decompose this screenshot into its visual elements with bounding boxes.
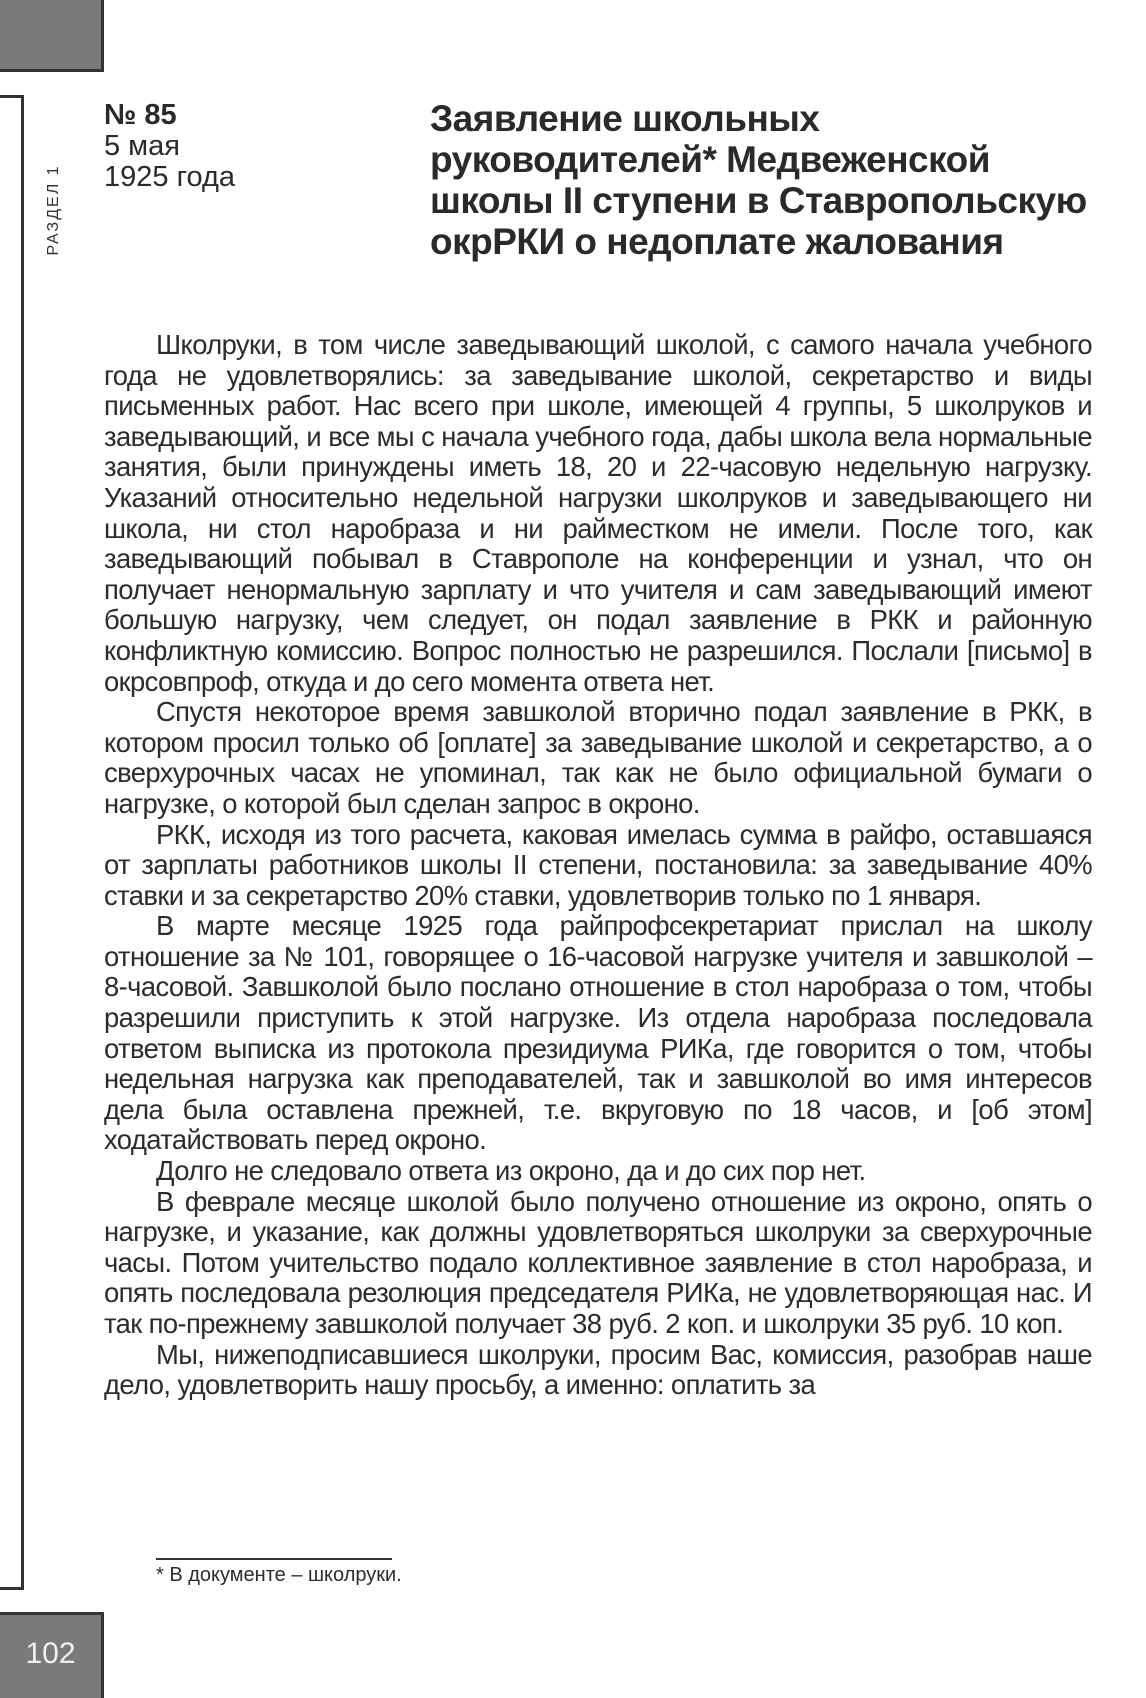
paragraph: Школруки, в том числе заведывающий школой, с самого начала учебного года не удовлетворялись: за заведывание школой, секретарство и виды письменных работ. Нас всего при школе, имеющей 4 группы, 5 школруков и заведывающий, и все мы с начала учебного года, дабы школа вела нормальные занятия, были принуждены иметь 18, 20 и 22-часовую недельную нагрузку. Указаний относительно недельной нагрузки школруков и заведывающего ни школа, ни стол наробраза и ни райместком не имели. После того, как заведывающий побывал в Ставрополе на конференции и узнал, что он получает ненормальную зарплату и что учителя и сам заведывающий имеют большую нагрузку, чем следует, он подал заявление в РКК и районную конфликтную комиссию. Вопрос полностью не разрешился. Послали [письмо] в окрсовпроф, откуда и до сего момента ответа нет. <box>104 329 1092 697</box>
document-date-day: 5 мая <box>104 130 180 162</box>
footnote: * В документе – школруки. <box>156 1564 402 1586</box>
page-number-tab <box>0 1612 104 1698</box>
page-number: 102 <box>25 1637 76 1670</box>
paragraph: В феврале месяце школой было получено отношение из окроно, опять о нагрузке, и указание, как должны удовлетворяться школруки за сверхурочные часы. Потом учительство подало коллективное заявление в стол наробраза, и опять последовала резолюция председателя РИКа, не удовлетворяющая нас. И так по-прежнему завшколой получает 38 руб. 2 коп. и школруки 35 руб. 10 коп. <box>104 1185 1092 1339</box>
document-date-year: 1925 года <box>104 161 236 193</box>
side-frame <box>0 95 24 1590</box>
footnote-divider <box>156 1558 392 1560</box>
document-number: № 85 <box>104 99 177 131</box>
section-label: РАЗДЕЛ 1 <box>45 164 62 256</box>
top-section-tab <box>0 0 104 72</box>
paragraph: Спустя некоторое время завшколой вторично подал заявление в РКК, в котором просил только об [оплате] за заведывание школой и секретарство, а о сверхурочных часах не упоминал, так как не было официальной бумаги о нагрузке, о которой был сделан запрос в окроно. <box>104 696 1092 819</box>
document-body <box>104 330 1092 1401</box>
paragraph: Долго не следовало ответа из окроно, да и до сих пор нет. <box>156 1155 866 1187</box>
paragraph: В марте месяце 1925 года райпрофсекретариат прислал на школу отношение за № 101, говорящее о 16-часовой нагрузке учителя и завшколой – 8-часовой. Завшколой было послано отношение в стол наробраза о том, чтобы разрешили приступить к этой нагрузке. Из отдела наробраза последовала ответом выписка из протокола президиума РИКа, где говорится о том, чтобы недельная нагрузка как преподавателей, так и завшколой во имя интересов дела была оставлена прежней, т.е. вкруговую по 18 часов, и [об этом] ходатайствовать перед окроно. <box>104 910 1092 1156</box>
document-meta <box>104 100 235 193</box>
paragraph: Мы, нижеподписавшиеся школруки, просим Вас, комиссия, разобрав наше дело, удовлетворить нашу просьбу, а именно: оплатить за <box>104 1338 1092 1401</box>
document-title: Заявление школьных руководителей* Медвеженской школы II ступени в Ставропольскую окрРКИ о недоплате жалования <box>430 98 1087 262</box>
paragraph: РКК, исходя из того расчета, каковая имелась сумма в райфо, оставшаяся от зарплаты работников школы II степени, постановила: за заведывание 40% ставки и за секретарство 20% ставки, удовлетворив только по 1 января. <box>104 818 1092 911</box>
